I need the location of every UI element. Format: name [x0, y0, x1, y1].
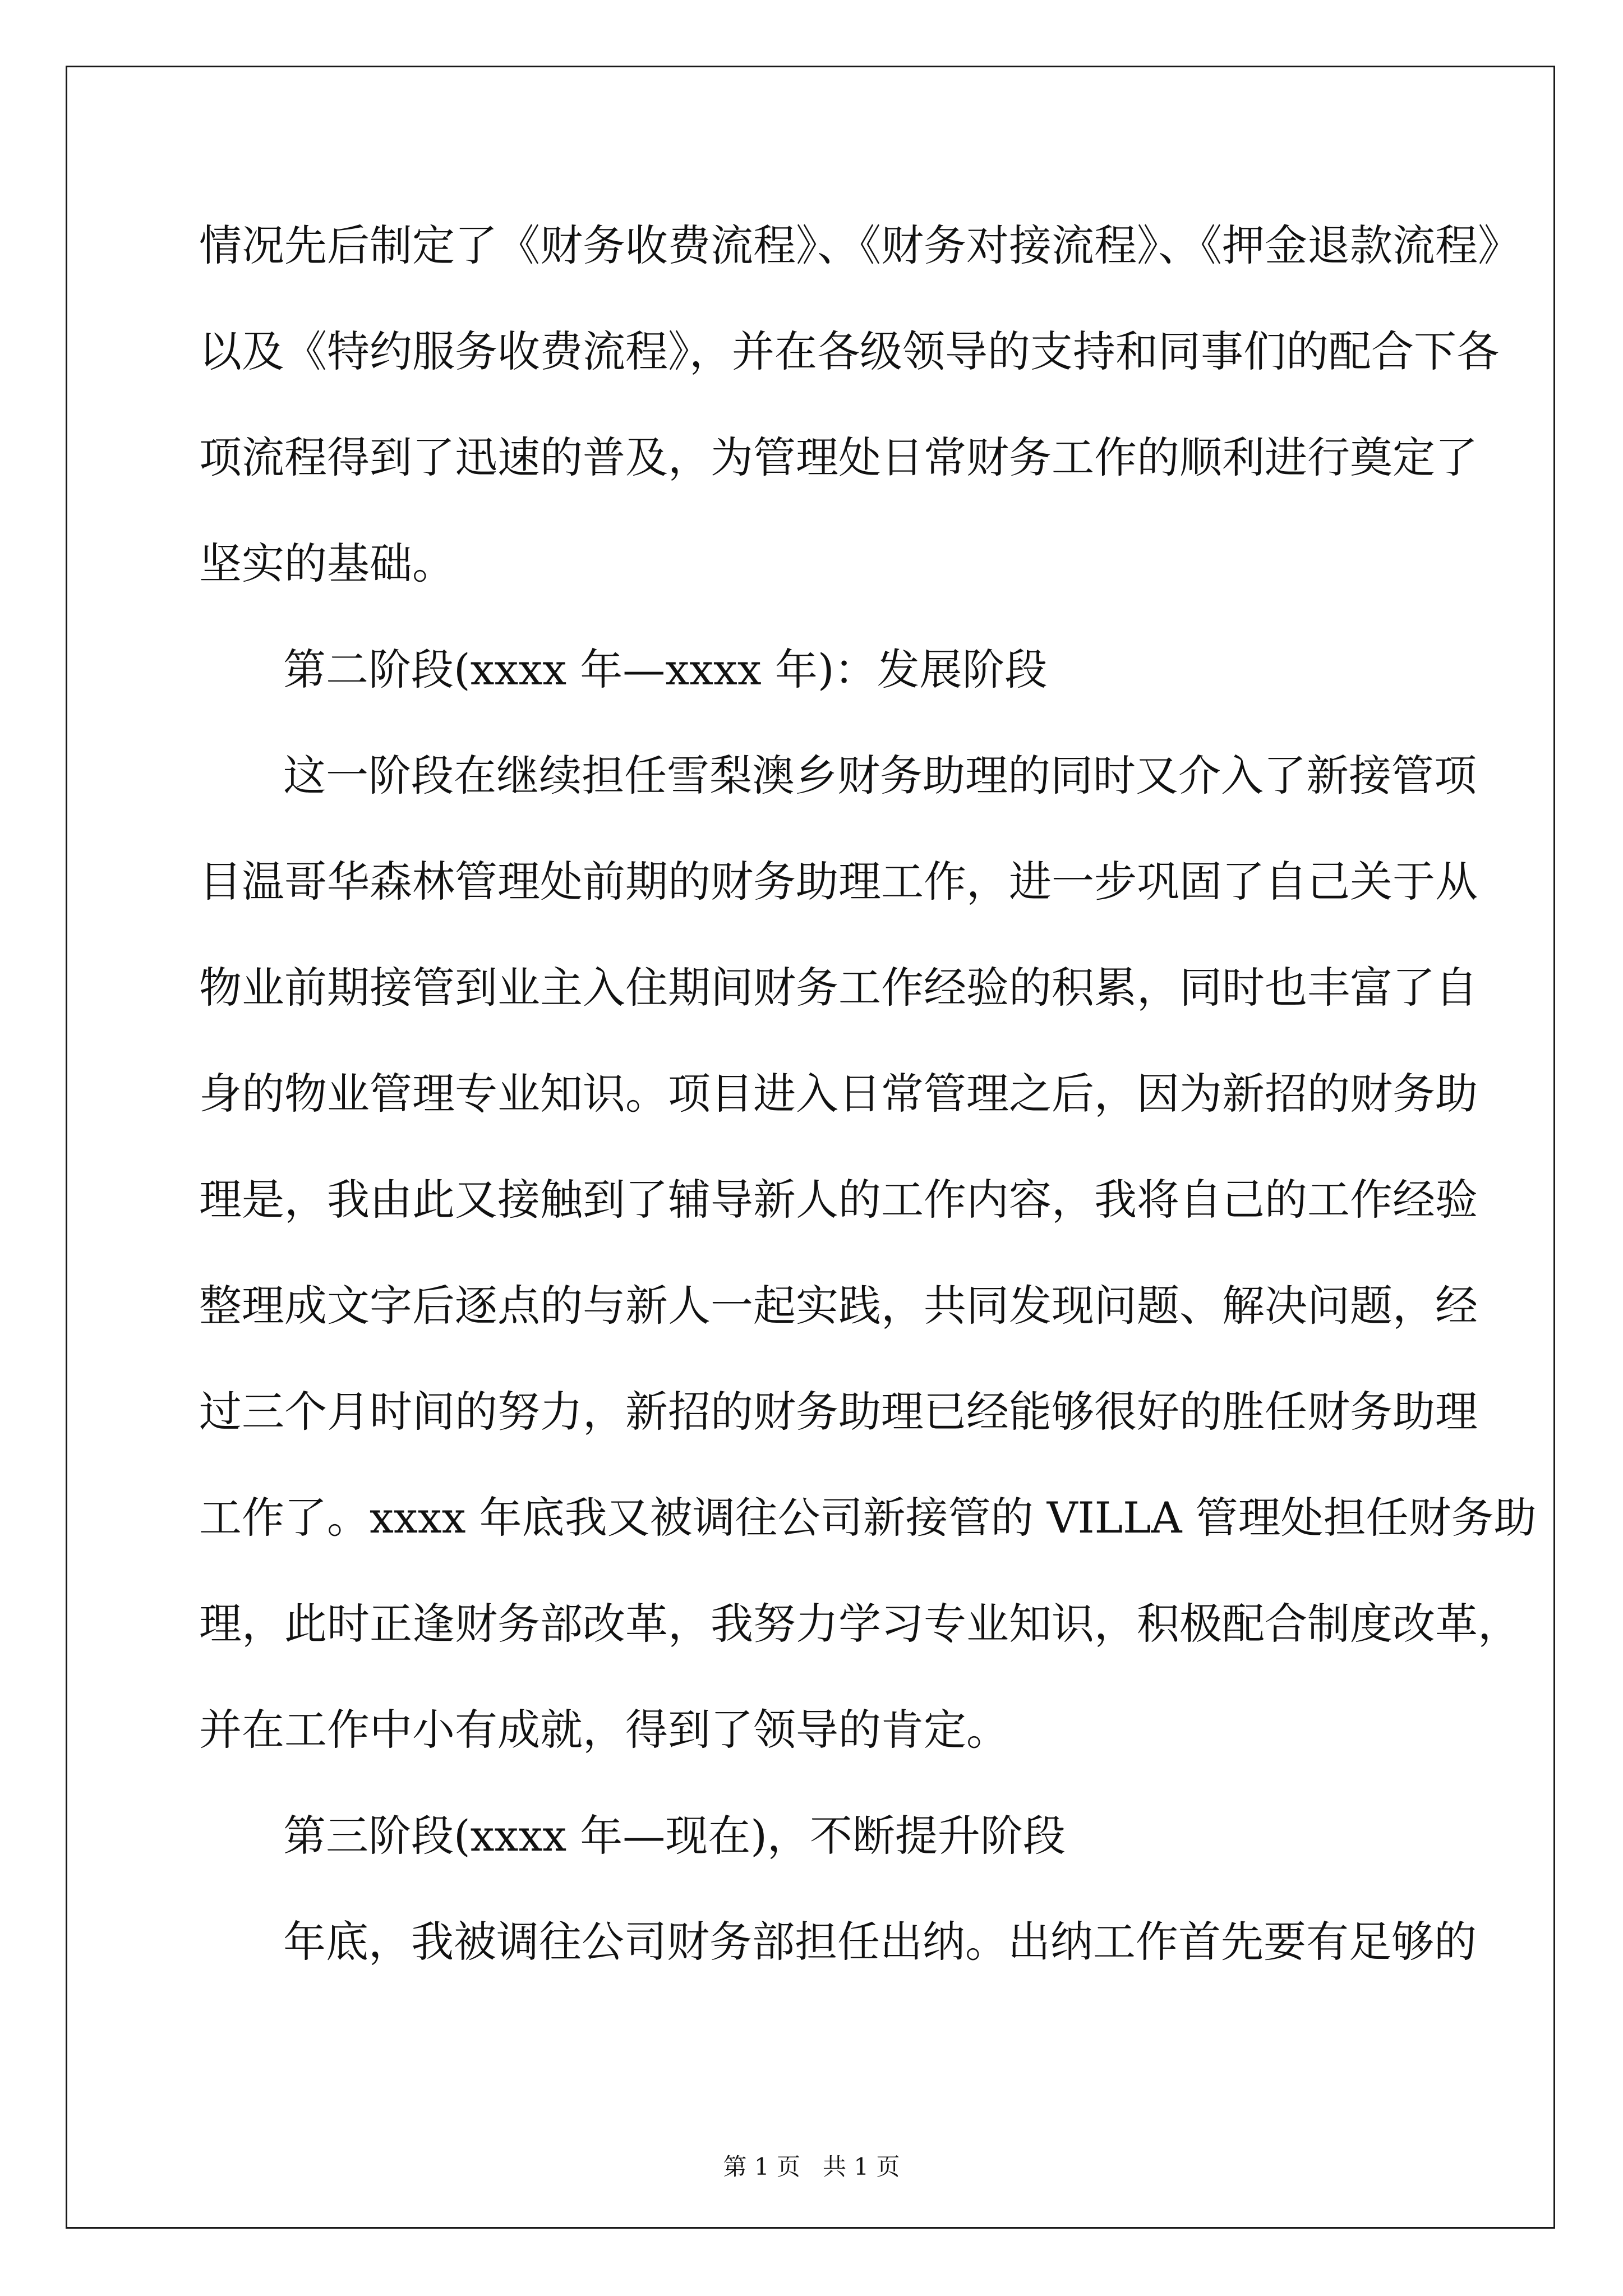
text-line: 并在工作中小有成就，得到了领导的肯定。: [199, 1705, 1009, 1755]
text-line: 目温哥华森林管理处前期的财务助理工作，进一步巩固了自己关于从: [199, 857, 1478, 907]
page-number: 第 1 页 共 1 页: [723, 2153, 900, 2180]
text-line: 年底，我被调往公司财务部担任出纳。出纳工作首先要有足够的: [283, 1917, 1477, 1967]
text-line: 整理成文字后逐点的与新人一起实践，共同发现问题、解决问题，经: [199, 1281, 1478, 1331]
document-body: [199, 206, 1537, 2009]
text-line: 项流程得到了迅速的普及，为管理处日常财务工作的顺利进行奠定了: [199, 432, 1478, 482]
text-line: 过三个月时间的努力，新招的财务助理已经能够很好的胜任财务助理: [199, 1387, 1478, 1437]
text-line: 以及《特约服务收费流程》，并在各级领导的支持和同事们的配合下各: [199, 326, 1499, 376]
text-line: 理是，我由此又接触到了辅导新人的工作内容，我将自己的工作经验: [199, 1175, 1478, 1225]
page-footer: [0, 2148, 1623, 2182]
text-line: 这一阶段在继续担任雪梨澳乡财务助理的同时又介入了新接管项: [283, 751, 1477, 800]
text-line: 情况先后制定了《财务收费流程》、《财务对接流程》、《押金退款流程》: [199, 220, 1520, 270]
text-line: 理，此时正逢财务部改革，我努力学习专业知识，积极配合制度改革，: [199, 1599, 1520, 1649]
text-line: 坚实的基础。: [199, 539, 455, 588]
section-heading: 第二阶段(xxxx 年—xxxx 年)：发展阶段: [283, 645, 1048, 694]
section-heading: 第三阶段(xxxx 年—现在)，不断提升阶段: [283, 1811, 1066, 1861]
text-line: 工作了。xxxx 年底我又被调往公司新接管的 VILLA 管理处担任财务助: [199, 1493, 1537, 1543]
text-line: 物业前期接管到业主入住期间财务工作经验的积累，同时也丰富了自: [199, 963, 1478, 1013]
text-line: 身的物业管理专业知识。项目进入日常管理之后，因为新招的财务助: [199, 1069, 1478, 1119]
